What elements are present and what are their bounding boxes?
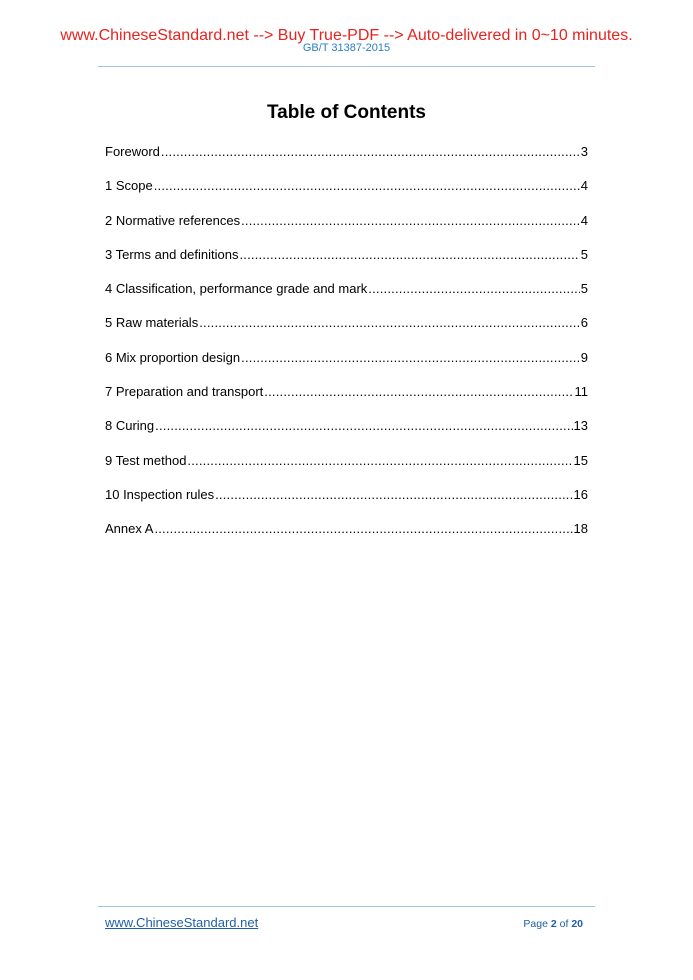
footer-website-link[interactable]: www.ChineseStandard.net: [105, 915, 259, 930]
toc-entry-label: 9 Test method: [105, 452, 187, 468]
toc-entry-page: 4: [580, 212, 588, 228]
toc-entry-label: 3 Terms and definitions: [105, 246, 239, 262]
footer-divider: [98, 906, 595, 907]
toc-entry-terms-and-definitions[interactable]: [105, 246, 588, 280]
toc-entry-label: 5 Raw materials: [105, 315, 199, 331]
page-total: 20: [571, 918, 583, 930]
toc-entry-label: Foreword: [105, 144, 160, 159]
toc-entry-classification[interactable]: [105, 280, 588, 314]
document-code: GB/T 31387-2015: [302, 42, 391, 54]
toc-dot-leader: [241, 212, 580, 230]
toc-dot-leader: [215, 486, 572, 504]
toc-entry-annex-a[interactable]: [105, 520, 588, 554]
toc-dot-leader: [368, 280, 579, 298]
toc-entry-label: 10 Inspection rules: [105, 486, 215, 502]
toc-entry-page: 16: [573, 486, 588, 502]
toc-entry-page: 15: [573, 452, 588, 468]
toc-entry-normative-references[interactable]: [105, 212, 588, 246]
toc-entry-test-method[interactable]: [105, 452, 588, 486]
toc-entry-label: 6 Mix proportion design: [105, 349, 241, 365]
page-current: 2: [550, 918, 557, 930]
toc-entry-curing[interactable]: [105, 417, 588, 451]
toc-entry-page: 9: [580, 349, 588, 365]
toc-dot-leader: [154, 177, 580, 195]
toc-entry-inspection-rules[interactable]: [105, 486, 588, 520]
toc-entry-page: 4: [580, 178, 588, 194]
toc-dot-leader: [199, 314, 580, 332]
toc-entry-raw-materials[interactable]: [105, 314, 588, 348]
toc-entry-scope[interactable]: [105, 177, 588, 211]
toc-entry-page: 5: [580, 246, 588, 262]
toc-dot-leader: [154, 520, 572, 538]
toc-dot-leader: [187, 452, 572, 470]
page-prefix: Page: [523, 918, 548, 930]
toc-entry-foreword[interactable]: [105, 143, 588, 177]
toc-entry-preparation-and-transport[interactable]: [105, 383, 588, 417]
toc-dot-leader: [155, 417, 572, 435]
page-of: of: [559, 918, 569, 930]
toc-dot-leader: [264, 383, 573, 401]
toc-entry-label: 7 Preparation and transport: [105, 384, 264, 400]
toc-dot-leader: [161, 143, 580, 161]
toc-entry-page: 3: [580, 144, 588, 159]
toc-entry-page: 5: [580, 281, 588, 297]
toc-entry-label: 2 Normative references: [105, 212, 241, 228]
toc-entry-page: 13: [573, 418, 588, 434]
page-number: [523, 918, 583, 931]
toc-entry-label: 8 Curing: [105, 418, 155, 434]
toc-title: Table of Contents: [266, 102, 427, 123]
toc-entry-label: Annex A: [105, 521, 154, 537]
toc-entry-page: 18: [573, 521, 588, 537]
toc-entry-label: 4 Classification, performance grade and mark: [105, 281, 368, 297]
toc-entry-page: 6: [580, 315, 588, 331]
toc-dot-leader: [239, 246, 579, 264]
toc-entry-page: 11: [574, 384, 588, 400]
toc-entry-mix-proportion-design[interactable]: [105, 349, 588, 383]
header-divider: [98, 66, 595, 67]
toc-list: [105, 143, 588, 555]
toc-dot-leader: [241, 349, 580, 367]
promo-banner[interactable]: www.ChineseStandard.net --> Buy True-PDF --> Auto-delivered in 0~10 minutes.: [60, 27, 633, 44]
toc-entry-label: 1 Scope: [105, 178, 153, 194]
